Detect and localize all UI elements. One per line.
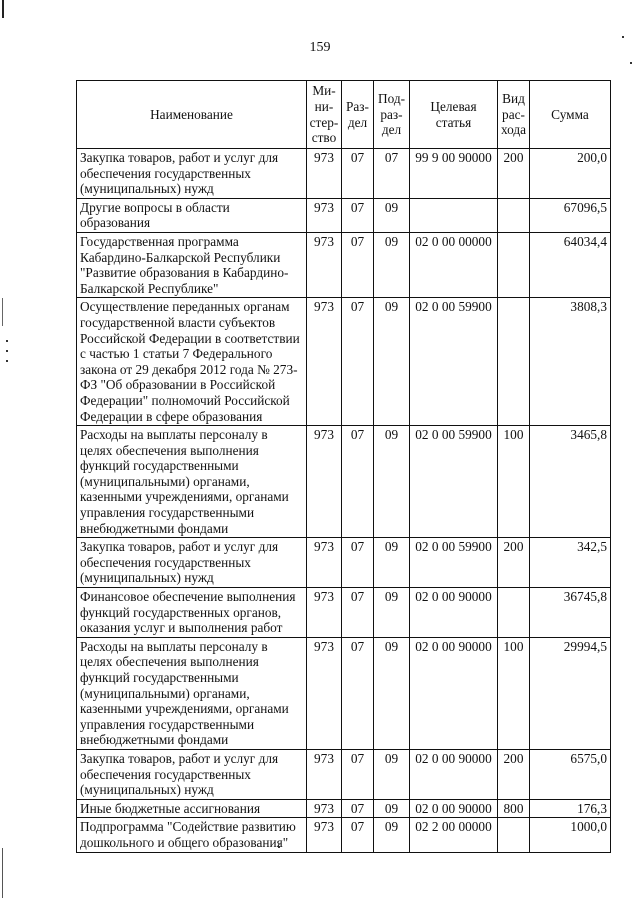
- header-name: Наименование: [77, 81, 307, 149]
- table-row: [77, 149, 611, 199]
- budget-table: [76, 80, 611, 853]
- row-section: 07: [342, 298, 374, 426]
- row-expense-type: 200: [498, 149, 530, 199]
- row-expense-type: [498, 818, 530, 852]
- row-expense-type: [498, 232, 530, 297]
- header-amount: Сумма: [530, 81, 611, 149]
- row-section: 07: [342, 198, 374, 232]
- row-ministry: 973: [307, 749, 342, 799]
- row-subsection: 09: [374, 426, 410, 538]
- row-amount: 200,0: [530, 149, 611, 199]
- scan-edge-mark: [2, 848, 3, 898]
- row-name: Другие вопросы в области образования: [77, 198, 307, 232]
- row-expense-type: [498, 298, 530, 426]
- row-amount: 36745,8: [530, 588, 611, 638]
- row-target-article: 02 0 00 90000: [410, 637, 498, 749]
- row-ministry: 973: [307, 298, 342, 426]
- table-row: [77, 426, 611, 538]
- row-subsection: 09: [374, 637, 410, 749]
- row-target-article: 02 0 00 90000: [410, 749, 498, 799]
- row-target-article: 99 9 00 90000: [410, 149, 498, 199]
- row-name: Закупка товаров, работ и услуг для обеспечения государственных (муниципальных) нужд: [77, 749, 307, 799]
- row-ministry: 973: [307, 799, 342, 818]
- row-amount: 29994,5: [530, 637, 611, 749]
- row-section: 07: [342, 637, 374, 749]
- row-amount: 64034,4: [530, 232, 611, 297]
- row-section: 07: [342, 588, 374, 638]
- row-ministry: 973: [307, 198, 342, 232]
- row-target-article: 02 2 00 00000: [410, 818, 498, 852]
- row-section: 07: [342, 818, 374, 852]
- row-ministry: 973: [307, 588, 342, 638]
- row-name: Финансовое обеспечение выполнения функций государственных органов, оказания услуг и выполнения работ: [77, 588, 307, 638]
- row-section: 07: [342, 538, 374, 588]
- scan-dot: [622, 36, 624, 38]
- table-header-row: [77, 81, 611, 149]
- row-section: 07: [342, 149, 374, 199]
- row-subsection: 09: [374, 818, 410, 852]
- page-number: 159: [309, 40, 331, 55]
- row-section: 07: [342, 232, 374, 297]
- row-name: Осуществление переданных органам государственной власти субъектов Российской Федерации в соответствии с частью 1 статьи 7 Федерального закона от 29 декабря 2012 года № 273-ФЗ "Об образовании в Российской Федерации" полномочий Российской Федерации в сфере образования: [77, 298, 307, 426]
- row-expense-type: 100: [498, 426, 530, 538]
- row-name: Расходы на выплаты персоналу в целях обеспечения выполнения функций государственными (муниципальными) органами, казенными учреждениями, органами управления государственными внебюджетными фондами: [77, 637, 307, 749]
- row-ministry: 973: [307, 538, 342, 588]
- header-target-article: Целевая статья: [410, 81, 498, 149]
- row-subsection: 09: [374, 198, 410, 232]
- row-subsection: 09: [374, 538, 410, 588]
- row-expense-type: 200: [498, 538, 530, 588]
- row-target-article: 02 0 00 00000: [410, 232, 498, 297]
- header-section: Раз- дел: [342, 81, 374, 149]
- table-row: [77, 298, 611, 426]
- header-expense-type: Вид рас- хода: [498, 81, 530, 149]
- row-amount: 1000,0: [530, 818, 611, 852]
- row-amount: 3465,8: [530, 426, 611, 538]
- scan-dot: [630, 62, 632, 64]
- row-section: 07: [342, 426, 374, 538]
- row-expense-type: 800: [498, 799, 530, 818]
- row-expense-type: 200: [498, 749, 530, 799]
- row-target-article: 02 0 00 59900: [410, 538, 498, 588]
- row-subsection: 09: [374, 588, 410, 638]
- row-target-article: 02 0 00 59900: [410, 426, 498, 538]
- header-subsection: Под- раз- дел: [374, 81, 410, 149]
- row-name: Закупка товаров, работ и услуг для обеспечения государственных (муниципальных) нужд: [77, 538, 307, 588]
- table-row: [77, 588, 611, 638]
- row-ministry: 973: [307, 232, 342, 297]
- row-amount: 3808,3: [530, 298, 611, 426]
- row-expense-type: 100: [498, 637, 530, 749]
- row-target-article: 02 0 00 90000: [410, 799, 498, 818]
- row-amount: 6575,0: [530, 749, 611, 799]
- row-ministry: 973: [307, 426, 342, 538]
- table-row: [77, 799, 611, 818]
- row-expense-type: [498, 588, 530, 638]
- row-name: Закупка товаров, работ и услуг для обеспечения государственных (муниципальных) нужд: [77, 149, 307, 199]
- row-subsection: 09: [374, 298, 410, 426]
- scan-dot: [6, 360, 8, 362]
- table-row: [77, 538, 611, 588]
- scan-dot: [6, 350, 8, 352]
- scan-dot: [6, 340, 8, 342]
- row-subsection: 07: [374, 149, 410, 199]
- row-name: Подпрограмма "Содействие развитию дошкольного и общего образования": [77, 818, 307, 852]
- table-row: [77, 749, 611, 799]
- row-target-article: [410, 198, 498, 232]
- row-ministry: 973: [307, 818, 342, 852]
- table-row: [77, 818, 611, 852]
- row-subsection: 09: [374, 799, 410, 818]
- row-subsection: 09: [374, 749, 410, 799]
- row-target-article: 02 0 00 90000: [410, 588, 498, 638]
- row-name: Расходы на выплаты персоналу в целях обеспечения выполнения функций государственными (муниципальными) органами, казенными учреждениями, органами управления государственными внебюджетными фондами: [77, 426, 307, 538]
- row-subsection: 09: [374, 232, 410, 297]
- row-name: Государственная программа Кабардино-Балкарской Республики "Развитие образования в Кабардино-Балкарской Республике": [77, 232, 307, 297]
- row-amount: 176,3: [530, 799, 611, 818]
- row-expense-type: [498, 198, 530, 232]
- row-amount: 67096,5: [530, 198, 611, 232]
- scan-edge-mark: [2, 0, 4, 18]
- row-ministry: 973: [307, 149, 342, 199]
- row-section: 07: [342, 749, 374, 799]
- table-row: [77, 637, 611, 749]
- row-section: 07: [342, 799, 374, 818]
- scan-edge-mark: [2, 298, 3, 326]
- row-amount: 342,5: [530, 538, 611, 588]
- row-target-article: 02 0 00 59900: [410, 298, 498, 426]
- table-row: [77, 198, 611, 232]
- row-name: Иные бюджетные ассигнования: [77, 799, 307, 818]
- header-ministry: Ми- ни- стер- ство: [307, 81, 342, 149]
- table-row: [77, 232, 611, 297]
- row-ministry: 973: [307, 637, 342, 749]
